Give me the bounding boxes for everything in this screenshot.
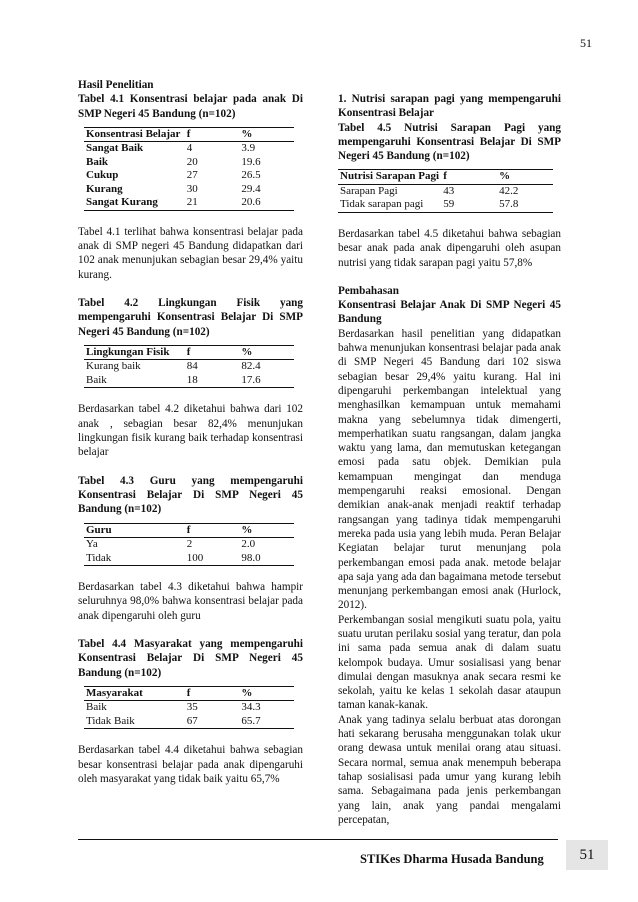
table-header-row <box>84 345 294 360</box>
section-title: Hasil Penelitian <box>78 79 154 91</box>
table-row <box>338 184 553 198</box>
table-cell: 18 <box>186 373 198 386</box>
table-cell: 30 <box>186 182 198 195</box>
table-row <box>84 142 294 156</box>
table-cell: 35 <box>186 701 198 714</box>
table-row <box>84 701 294 715</box>
table-header-cell: f <box>186 345 191 358</box>
table-row <box>84 360 294 374</box>
table-cell: 67 <box>186 714 198 727</box>
table-header-cell: % <box>499 170 511 183</box>
table-header-cell: f <box>186 127 191 140</box>
table-4-3-caption: Tabel 4.3 Guru yang mempengaruhi Konsentrasi Belajar Di SMP Negeri 45 Bandung (n=102) <box>78 474 303 516</box>
table-cell: Kurang <box>86 182 123 195</box>
table-cell: Tidak sarapan pagi <box>340 198 424 211</box>
table-header-row <box>84 523 294 538</box>
left-column <box>78 78 303 786</box>
table-header-cell: % <box>241 127 253 140</box>
pembahasan-title: Pembahasan <box>338 284 399 297</box>
table-cell: Baik <box>86 155 109 168</box>
table-cell: Ya <box>86 538 98 551</box>
table-cell: 84 <box>186 360 198 373</box>
table-header-row <box>338 170 553 185</box>
table-cell: 82.4 <box>241 360 261 373</box>
table-4-1-caption: Tabel 4.1 Konsentrasi belajar pada anak Di SMP Negeri 45 Bandung (n=102) <box>78 93 303 120</box>
table-cell: 57.8 <box>499 198 519 211</box>
table-4-5 <box>338 169 553 213</box>
table-cell: 59 <box>443 198 455 211</box>
table-cell: 98.0 <box>241 551 261 564</box>
paragraph-discussion-3: Anak yang tadinya selalu berbuat atas dorongan hati sekarang berusaha menggunakan tolak ukur orang dewasa untuk menilai orang atau situasi. Secara normal, semua anak menempuh beberapa tahap sosialisasi pada umur yang kurang lebih sama. Sebagaimana pada jenis perkembangan yang lain, anak yang pandai mengalami percepatan, <box>338 713 561 826</box>
table-header-cell: Konsentrasi Belajar <box>86 127 181 140</box>
paragraph-discussion-2: Perkembangan sosial mengikuti suatu pola, yaitu suatu urutan perilaku sosial yang teratur, dan pola ini sama pada semua anak di dalam suatu kelompok budaya. Umur sosialisasi yang benar dimulai dengan masuknya anak secara resmi ke sekolah, yaitu ke kelas 1 sekolah dasar ataupun taman kanak-kanak. <box>338 613 561 712</box>
table-cell: Baik <box>86 701 107 714</box>
table-header-row <box>84 127 294 142</box>
paragraph-4-3: Berdasarkan tabel 4.3 diketahui bahwa hampir seluruhnya 98,0% bahwa konsentrasi belajar pada anak dipengaruhi oleh guru <box>78 581 303 622</box>
table-4-4-caption: Tabel 4.4 Masyarakat yang mempengaruhi Konsentrasi Belajar Di SMP Negeri 45 Bandung (n=102) <box>78 637 303 679</box>
table-cell: 3.9 <box>241 142 256 155</box>
table-row <box>84 552 294 566</box>
table-cell: 26.5 <box>241 169 261 182</box>
table-header-cell: Lingkungan Fisik <box>86 345 170 358</box>
table-row <box>84 196 294 210</box>
table-4-1 <box>84 127 294 211</box>
table-cell: 4 <box>186 142 193 155</box>
footer-institution: STIKes Dharma Husada Bandung <box>360 852 544 866</box>
table-cell: 19.6 <box>241 155 261 168</box>
table-row <box>84 538 294 552</box>
footer-rule <box>78 839 558 840</box>
table-cell: 21 <box>186 196 198 209</box>
table-row <box>84 715 294 729</box>
table-row <box>84 169 294 183</box>
table-header-cell: Guru <box>86 523 112 536</box>
table-cell: 2 <box>186 538 193 551</box>
table-header-row <box>84 686 294 701</box>
paragraph-4-1: Tabel 4.1 terlihat bahwa konsentrasi belajar pada anak di SMP negeri 45 Bandung didapatkan dari 102 anak menunjukan sebagian besar 29,4% yaitu kurang. <box>78 225 303 281</box>
page-number-top: 51 <box>580 36 592 50</box>
table-cell: Tidak <box>86 551 112 564</box>
table-cell: Cukup <box>86 169 119 182</box>
table-header-cell: f <box>186 686 191 699</box>
right-column <box>338 78 561 827</box>
table-4-3 <box>84 523 294 567</box>
table-cell: 27 <box>186 169 198 182</box>
paragraph-4-5: Berdasarkan tabel 4.5 diketahui bahwa sebagian besar anak pada anak dipengaruhi oleh asupan nutrisi yang tidak sarapan pagi yaitu 57,8% <box>338 227 561 269</box>
table-row <box>84 183 294 197</box>
paragraph-4-2: Berdasarkan tabel 4.2 diketahui bahwa dari 102 anak , sebagian besar 82,4% menunjukan lingkungan fisik kurang baik terhadap konsentrasi belajar <box>78 403 303 459</box>
table-4-2 <box>84 345 294 389</box>
table-cell: Tidak Baik <box>86 714 135 727</box>
table-header-cell: f <box>443 170 447 183</box>
table-header-cell: % <box>241 523 253 536</box>
paragraph-discussion-1: Berdasarkan hasil penelitian yang didapatkan bahwa menunjukan konsentrasi belajar pada anak di SMP Negeri 45 Bandung dari 102 siswa sebagian besar 29,4% yaitu kurang. Hal ini dipengaruhi perkembangan intelektual yang menghasilkan kemampuan untuk memahami makna yang sebelumnya tidak dimengerti, memperhatikan suatu rangsangan, dalam jangka waktu yang lama, dan memutuskan ketegangan emosi pada satu objek. Demikian pula kemampuan mengingat dan menduga mempengaruhi reaksi emosional. Dengan demikian anak-anak menjadi reaktif terhadap rangsangan yang tadinya tidak mempengaruhi mereka pada usia yang lebih muda. Peran Belajar Kegiatan belajar turut menunjang pola perkembangan emosi pada anak. metode belajar apa saja yang ada dan bagaimana metode tersebut menunjang perkembangan emosi anak (Hurlock, 2012). <box>338 327 561 612</box>
table-header-cell: Nutrisi Sarapan Pagi <box>340 170 440 183</box>
table-cell: 20 <box>186 155 198 168</box>
table-cell: Sangat Kurang <box>86 196 158 209</box>
table-row <box>84 374 294 388</box>
footer-page-number: 51 <box>566 840 608 870</box>
table-cell: 65.7 <box>241 714 261 727</box>
table-cell: 29.4 <box>241 182 261 195</box>
table-cell: 42.2 <box>499 184 519 197</box>
table-row <box>338 198 553 212</box>
table-cell: 2.0 <box>241 538 256 551</box>
table-cell: 17.6 <box>241 373 261 386</box>
table-4-5-caption: Tabel 4.5 Nutrisi Sarapan Pagi yang mempengaruhi Konsentrasi Belajar Di SMP Negeri 45 Bandung (n=102) <box>338 121 561 163</box>
table-header-cell: % <box>241 345 253 358</box>
table-cell: Baik <box>86 373 107 386</box>
table-cell: Sangat Baik <box>86 142 144 155</box>
table-header-cell: % <box>241 686 253 699</box>
table-4-2-caption: Tabel 4.2 Lingkungan Fisik yang mempengaruhi Konsentrasi Belajar Di SMP Negeri 45 Bandung (n=102) <box>78 297 303 338</box>
table-header-cell: f <box>186 523 191 536</box>
table-4-4 <box>84 686 294 730</box>
table-cell: 34.3 <box>241 701 261 714</box>
table-cell: 20.6 <box>241 196 261 209</box>
table-cell: 100 <box>186 551 204 564</box>
table-cell: Kurang baik <box>86 360 141 373</box>
pembahasan-subtitle: Konsentrasi Belajar Anak Di SMP Negeri 45 Bandung <box>338 299 561 326</box>
table-cell: Sarapan Pagi <box>340 184 398 197</box>
table-row <box>84 156 294 170</box>
paragraph-4-4: Berdasarkan tabel 4.4 diketahui bahwa sebagian besar konsentrasi belajar pada anak dipengaruhi oleh masyarakat yang tidak baik yaitu 65,7% <box>78 744 303 785</box>
table-cell: 43 <box>443 184 455 197</box>
subheading-nutrisi: 1. Nutrisi sarapan pagi yang mempengaruhi Konsentrasi Belajar <box>338 93 561 120</box>
table-header-cell: Masyarakat <box>86 686 143 699</box>
